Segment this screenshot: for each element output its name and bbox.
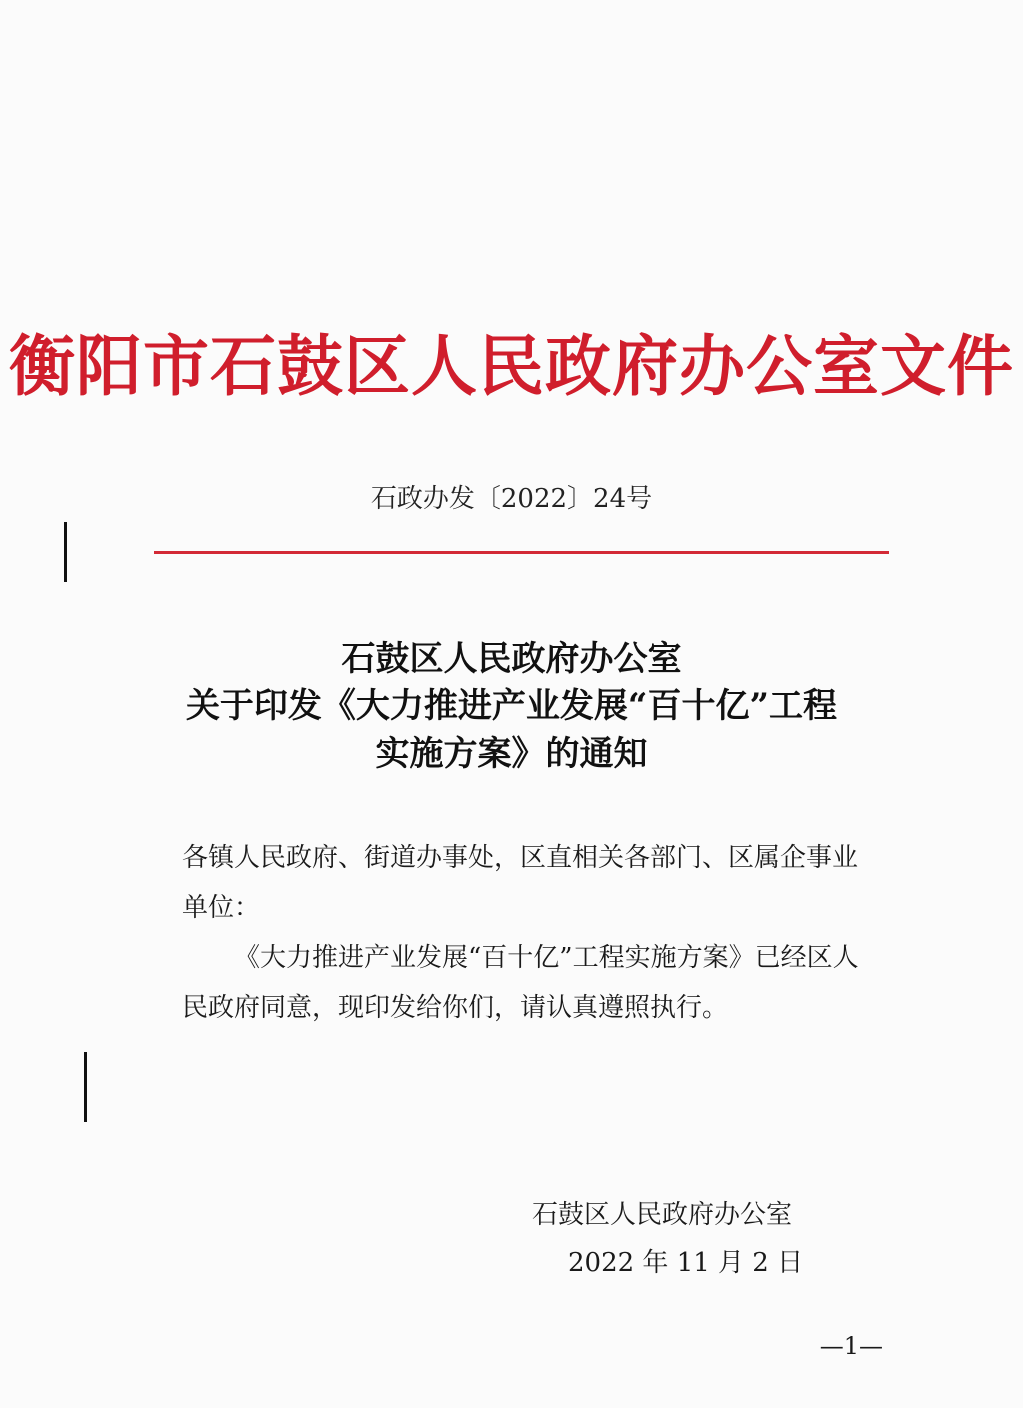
masthead-title: 衡阳市石鼓区人民政府办公室文件 <box>9 327 1014 405</box>
notice-title-line-3: 实施方案》的通知 <box>375 734 648 774</box>
body-line-1: 《大力推进产业发展“百十亿”工程实施方案》已经区人 <box>234 943 859 973</box>
binding-mark-bottom <box>84 1052 87 1122</box>
notice-title-line-2: 关于印发《大力推进产业发展“百十亿”工程 <box>185 686 838 726</box>
notice-title-line-1: 石鼓区人民政府办公室 <box>341 639 682 679</box>
binding-mark-top <box>64 522 67 582</box>
recipients-line-1: 各镇人民政府、街道办事处，区直相关各部门、区属企事业 <box>182 843 859 873</box>
red-separator-line <box>154 551 889 554</box>
body-line-2: 民政府同意，现印发给你们，请认真遵照执行。 <box>182 993 729 1023</box>
page-number: —1— <box>819 1332 883 1360</box>
issue-date: 2022 年 11 月 2 日 <box>568 1248 804 1278</box>
document-number: 石政办发〔2022〕24号 <box>370 484 653 514</box>
issuer-signature: 石鼓区人民政府办公室 <box>532 1200 793 1230</box>
recipients-line-2: 单位： <box>182 893 261 923</box>
